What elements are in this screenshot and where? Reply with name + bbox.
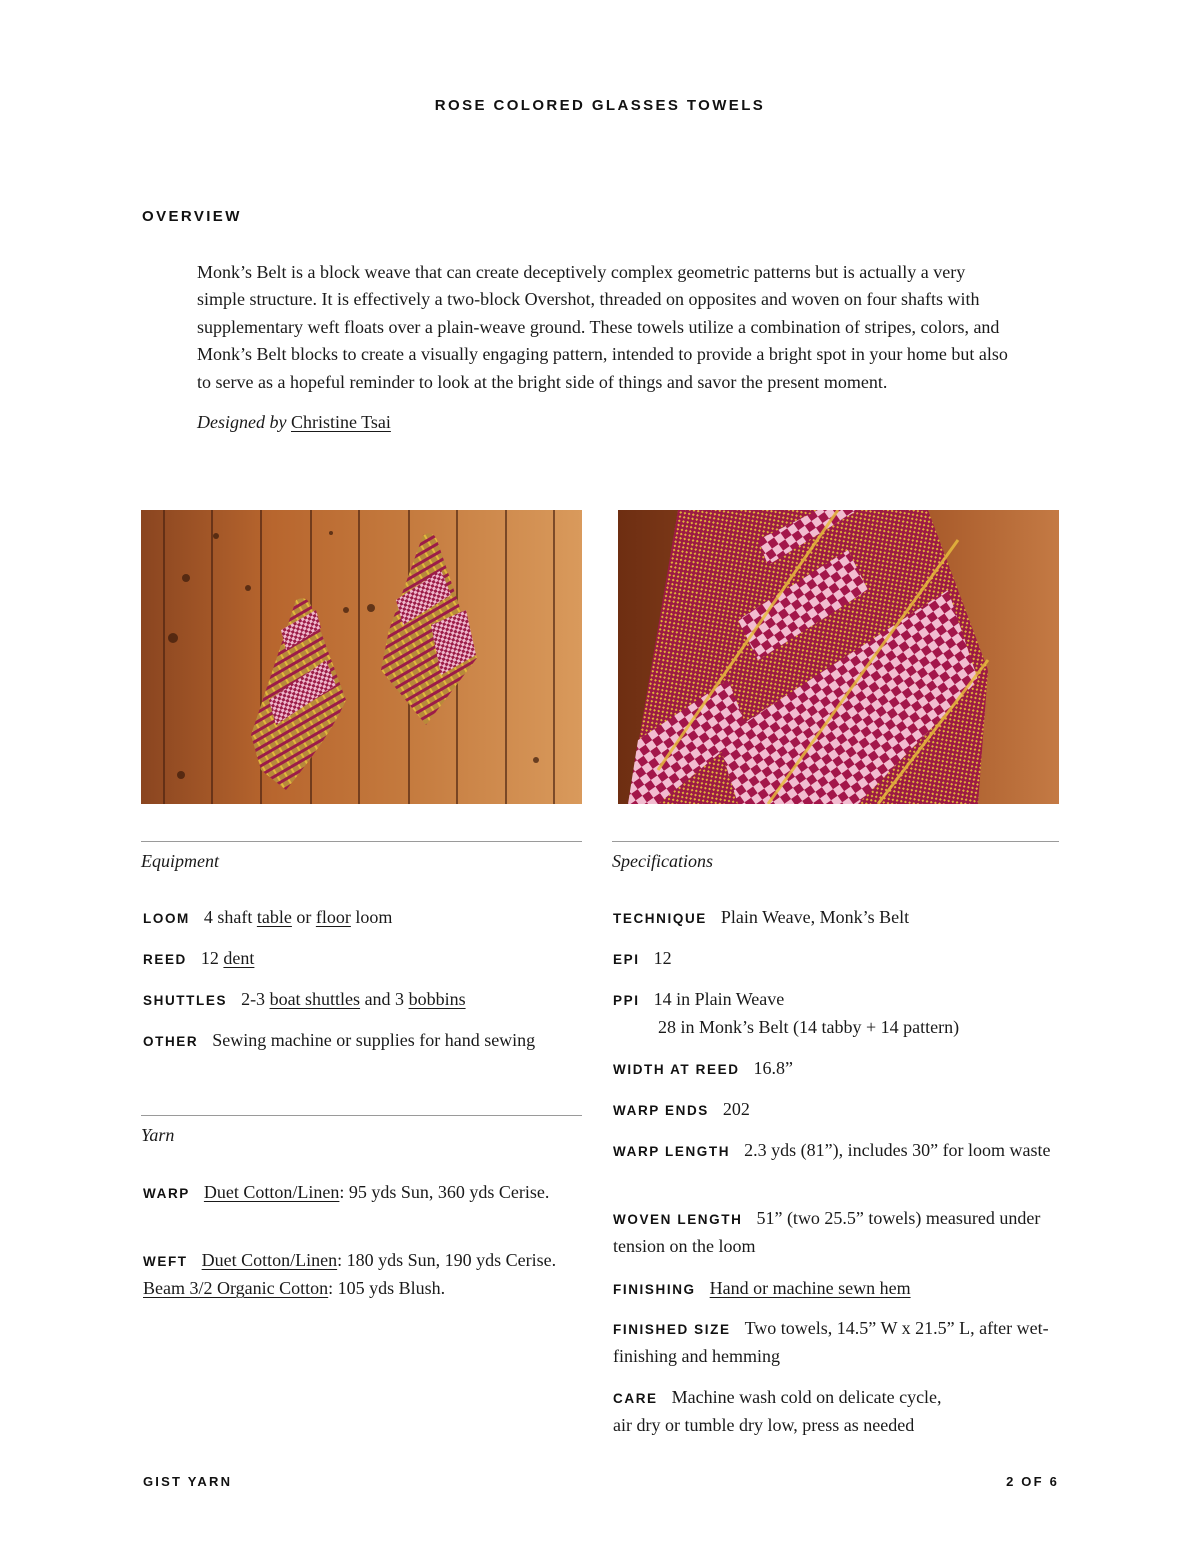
reed-label: REED	[143, 952, 187, 967]
towel-closeup-image	[618, 510, 1059, 804]
spec-warp-ends: WARP ENDS 202	[613, 1099, 750, 1119]
overview-section	[197, 259, 1017, 436]
spec-finished-size: FINISHED SIZE Two towels, 14.5” W x 21.5” L, after wet-finishing and hemming	[613, 1318, 1049, 1366]
spec-care: CARE Machine wash cold on delicate cycle, air dry or tumble dry low, press as needed	[613, 1387, 942, 1435]
loom-label: LOOM	[143, 911, 190, 926]
duet-cotton-linen-link[interactable]: Duet Cotton/Linen	[201, 1250, 338, 1270]
table-loom-link[interactable]: table	[256, 907, 292, 927]
equipment-shuttles: SHUTTLES 2-3 boat shuttles and 3 bobbins	[143, 989, 466, 1009]
page-number: 2 OF 6	[1006, 1474, 1059, 1489]
dent-link[interactable]: dent	[223, 948, 255, 968]
yarn-title: Yarn	[141, 1125, 175, 1145]
spec-technique: TECHNIQUE Plain Weave, Monk’s Belt	[613, 907, 910, 927]
photo-towels-on-wall	[141, 510, 582, 804]
overview-heading: OVERVIEW	[142, 208, 242, 225]
designer-link[interactable]: Christine Tsai	[290, 412, 391, 433]
towels-on-wall-image	[141, 510, 582, 804]
credit-prefix: Designed by	[197, 412, 287, 433]
designer-credit	[197, 409, 1017, 436]
other-label: OTHER	[143, 1034, 199, 1049]
warp-label: WARP	[143, 1186, 190, 1201]
weft-label: WEFT	[143, 1254, 188, 1269]
spec-warp-length: WARP LENGTH 2.3 yds (81”), includes 30” for loom waste	[613, 1140, 1051, 1160]
specifications-divider	[612, 841, 1059, 842]
specifications-title: Specifications	[612, 851, 713, 871]
equipment-loom: LOOM 4 shaft table or floor loom	[143, 907, 393, 927]
spec-width-at-reed: WIDTH AT REED 16.8”	[613, 1058, 794, 1078]
document-title: ROSE COLORED GLASSES TOWELS	[434, 97, 766, 114]
footer-brand: GIST YARN	[143, 1474, 233, 1489]
overview-body: Monk’s Belt is a block weave that can create deceptively complex geometric patterns but is actually a very simple structure. It is effectively a two-block Overshot, threaded on opposites and woven on four shafts with supplementary weft floats over a plain-weave ground. These towels utilize a combination of stripes, colors, and Monk’s Belt blocks to create a visually engaging pattern, intended to provide a bright spot in your home but also to serve as a hopeful reminder to look at the bright side of things and savor the present moment.	[197, 262, 1008, 392]
photo-towel-closeup	[618, 510, 1059, 804]
equipment-reed: REED 12 dent	[143, 948, 255, 968]
yarn-warp: WARP Duet Cotton/Linen: 95 yds Sun, 360 yds Cerise.	[143, 1182, 550, 1202]
equipment-other: OTHER Sewing machine or supplies for hand sewing	[143, 1030, 536, 1050]
bobbins-link[interactable]: bobbins	[408, 989, 466, 1009]
spec-epi: EPI 12	[613, 948, 672, 968]
yarn-divider	[141, 1115, 582, 1116]
equipment-title: Equipment	[141, 851, 219, 871]
floor-loom-link[interactable]: floor	[315, 907, 351, 927]
spec-finishing: FINISHING Hand or machine sewn hem	[613, 1278, 911, 1298]
boat-shuttles-link[interactable]: boat shuttles	[269, 989, 361, 1009]
spec-woven-length: WOVEN LENGTH 51” (two 25.5” towels) measured under tension on the loom	[613, 1208, 1041, 1256]
equipment-divider	[141, 841, 582, 842]
spec-ppi: PPI 14 in Plain Weave 28 in Monk’s Belt (14 tabby + 14 pattern)	[613, 989, 960, 1037]
shuttles-label: SHUTTLES	[143, 993, 228, 1008]
duet-cotton-linen-link[interactable]: Duet Cotton/Linen	[203, 1182, 340, 1202]
sewn-hem-link[interactable]: Hand or machine sewn hem	[709, 1278, 911, 1298]
beam-organic-cotton-link[interactable]: Beam 3/2 Organic Cotton	[143, 1278, 329, 1298]
yarn-weft: WEFT Duet Cotton/Linen: 180 yds Sun, 190 yds Cerise. Beam 3/2 Organic Cotton: 105 yds Blush.	[143, 1250, 557, 1298]
